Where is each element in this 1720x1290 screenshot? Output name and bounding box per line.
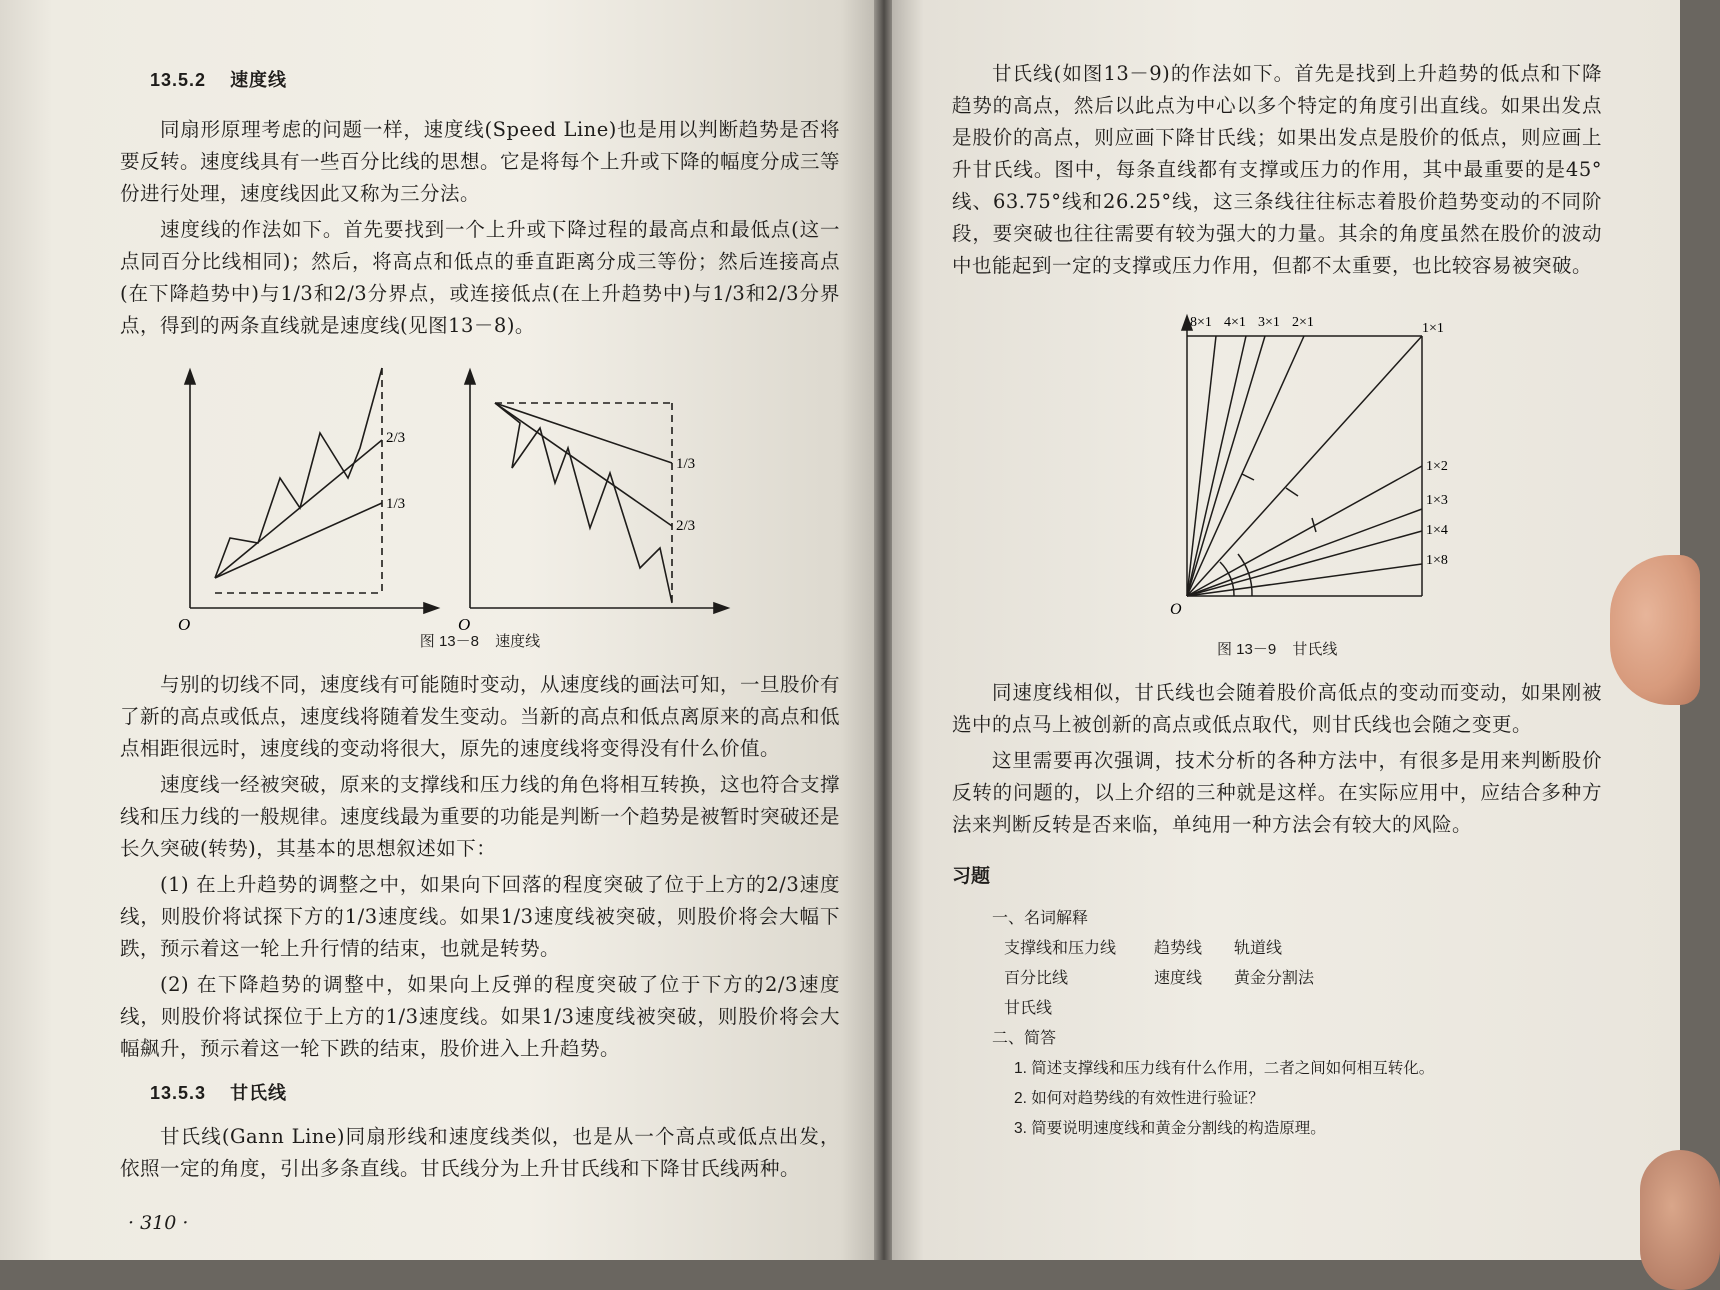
label-2-3: 2/3 [676,518,696,534]
figure-number: 图 13－9 [1217,641,1277,658]
question: 1. 简述支撑线和压力线有什么作用，二者之间如何相互转化。 [1014,1060,1435,1077]
question: 3. 简要说明速度线和黄金分割线的构造原理。 [1014,1120,1326,1137]
label-1-3: 1/3 [386,496,406,512]
figure-number: 图 13－8 [419,633,479,650]
y-axis-arrow [465,370,475,384]
paragraph: 与别的切线不同，速度线有可能随时变动，从速度线的画法可知，一旦股价有了新的高点或低点，速度线将随着发生变动。当新的高点和低点离原来的高点和低点相距很远时，速度线的变动将很大，原先的速度线将变得没有什么价值。 [120,673,841,760]
paragraph: 速度线一经被突破，原来的支撑线和压力线的角色将相互转换，这也符合支撑线和压力线的一般规律。速度线最为重要的功能是判断一个趋势是被暂时突破还是长久突破(转势)，其基本的思想叙述如下： [120,773,841,860]
line-8x1 [1187,336,1216,596]
line-3x1 [1187,336,1265,596]
line-1x1 [1187,336,1422,596]
right-page [892,0,1680,1260]
paragraph: 同速度线相似，甘氏线也会随着股价高低点的变动而变动，如果刚被选中的点马上被创新的高点或低点取代，则甘氏线也会随之变更。 [952,681,1602,736]
top-label-8x1: 8×1 [1190,315,1212,330]
x-axis-arrow [714,603,728,613]
figure-caption [1217,638,1602,659]
price-path [215,368,382,578]
section-title: 甘氏线 [230,1083,288,1103]
speed-line-figure [120,358,840,634]
tick-mark [1286,488,1298,496]
section-heading-gann-line [150,1079,840,1105]
term: 黄金分割法 [1234,970,1315,987]
term: 趋势线 [1154,940,1203,957]
book-gutter [874,0,894,1260]
line-4x1 [1187,336,1246,596]
corner-label-1x1: 1×1 [1422,321,1444,336]
page-number-left: · 310 · [128,1212,189,1234]
side-label-1x8: 1×8 [1426,553,1448,568]
x-axis-arrow [424,603,438,613]
top-label-2x1: 2×1 [1292,315,1314,330]
line-2x1 [1187,336,1304,596]
top-label-4x1: 4×1 [1224,315,1246,330]
figure-13-9 [952,296,1602,636]
term: 甘氏线 [1004,1000,1053,1017]
speed-line-2-3 [495,403,672,526]
section-title: 速度线 [230,70,288,90]
paragraph: 同扇形原理考虑的问题一样，速度线(Speed Line)也是用以判断趋势是否将要反转。速度线具有一些百分比线的思想。它是将每个上升或下降的幅度分成三等份进行处理，速度线因此又称为三分法。 [120,118,841,205]
paragraph: (2) 在下降趋势的调整中，如果向上反弹的程度突破了位于下方的2/3速度线，则股价将试探位于上方的1/3速度线。如果1/3速度线被突破，则股价将会大幅飙升，预示着这一轮下跌的结束，股价进入上升趋势。 [120,973,840,1060]
origin-label: O [458,615,471,634]
side-label-1x2: 1×2 [1426,459,1448,474]
paragraph: 这里需要再次强调，技术分析的各种方法中，有很多是用来判断股价反转的问题的，以上介绍的三种就是这样。在实际应用中，应结合多种方法来判断反转是否来临，单纯用一种方法会有较大的风险。 [952,749,1602,836]
line-1x3 [1187,509,1422,596]
paragraph: 甘氏线(如图13－9)的作法如下。首先是找到上升趋势的低点和下降趋势的高点，然后以此点为中心以多个特定的角度引出直线。如果出发点是股价的高点，则应画下降甘氏线；如果出发点是股价的低点，则应画上升甘氏线。图中，每条直线都有支撑或压力的作用，其中最重要的是45°线、63.75°线和26.25°线，这三条线往往标志着股价趋势变动的不同阶段，要突破也往往需要有较为强大的力量。其余的角度虽然在股价的波动中也能起到一定的支撑或压力作用，但都不太重要，也比较容易被突破。 [952,62,1602,277]
line-1x8 [1187,564,1422,596]
speed-line-2-3 [215,440,382,578]
paragraph: 速度线的作法如下。首先要找到一个上升或下降过程的最高点和最低点(这一点同百分比线相同)；然后，将高点和低点的垂直距离分成三等份；然后连接高点(在下降趋势中)与1/3和2/3分界点，或连接低点(在上升趋势中)与1/3和2/3分界点，得到的两条直线就是速度线(见图13－8)。 [120,218,840,337]
holding-thumb [1610,555,1700,705]
figure-13-8 [120,358,840,634]
side-label-1x3: 1×3 [1426,493,1448,508]
exercise-part-title: 二、简答 [992,1030,1057,1047]
uptrend-chart [185,368,438,613]
figure-title: 甘氏线 [1292,641,1338,658]
term-list [1004,934,1602,1024]
top-label-3x1: 3×1 [1258,315,1280,330]
section-number: 13.5.3 [150,1083,207,1103]
term: 支撑线和压力线 [1004,940,1117,957]
figure-title: 速度线 [495,633,541,650]
y-axis-arrow [185,370,195,384]
gann-line-figure [952,296,1602,636]
section-number: 13.5.2 [150,70,207,90]
left-page-content [120,58,840,1189]
downtrend-chart [465,370,728,613]
line-1x2 [1187,466,1422,596]
origin-label: O [1170,601,1182,618]
gann-fan [1182,316,1422,596]
right-page-content [952,58,1602,1144]
term: 速度线 [1154,970,1203,987]
holding-thumb [1640,1150,1720,1290]
label-1-3: 1/3 [676,456,696,472]
figure-caption [120,630,840,651]
side-label-1x4: 1×4 [1426,523,1448,538]
question: 2. 如何对趋势线的有效性进行验证？ [1014,1090,1264,1107]
term: 百分比线 [1004,970,1069,987]
paragraph: (1) 在上升趋势的调整之中，如果向下回落的程度突破了位于上方的2/3速度线，则股价将试探下方的1/3速度线。如果1/3速度线被突破，则股价将会大幅下跌，预示着这一轮上升行情的结束，也就是转势。 [120,873,840,960]
term: 轨道线 [1234,940,1283,957]
tick-mark [1242,474,1254,480]
left-page [0,0,876,1260]
exercise-part-title: 一、名词解释 [992,910,1089,927]
origin-label: O [178,615,191,634]
section-heading-speed-line [150,66,840,92]
exercises-heading: 习题 [952,866,991,887]
label-2-3: 2/3 [386,430,406,446]
paragraph: 甘氏线(Gann Line)同扇形线和速度线类似，也是从一个高点或低点出发，依照一定的角度，引出多条直线。甘氏线分为上升甘氏线和下降甘氏线两种。 [120,1125,840,1180]
